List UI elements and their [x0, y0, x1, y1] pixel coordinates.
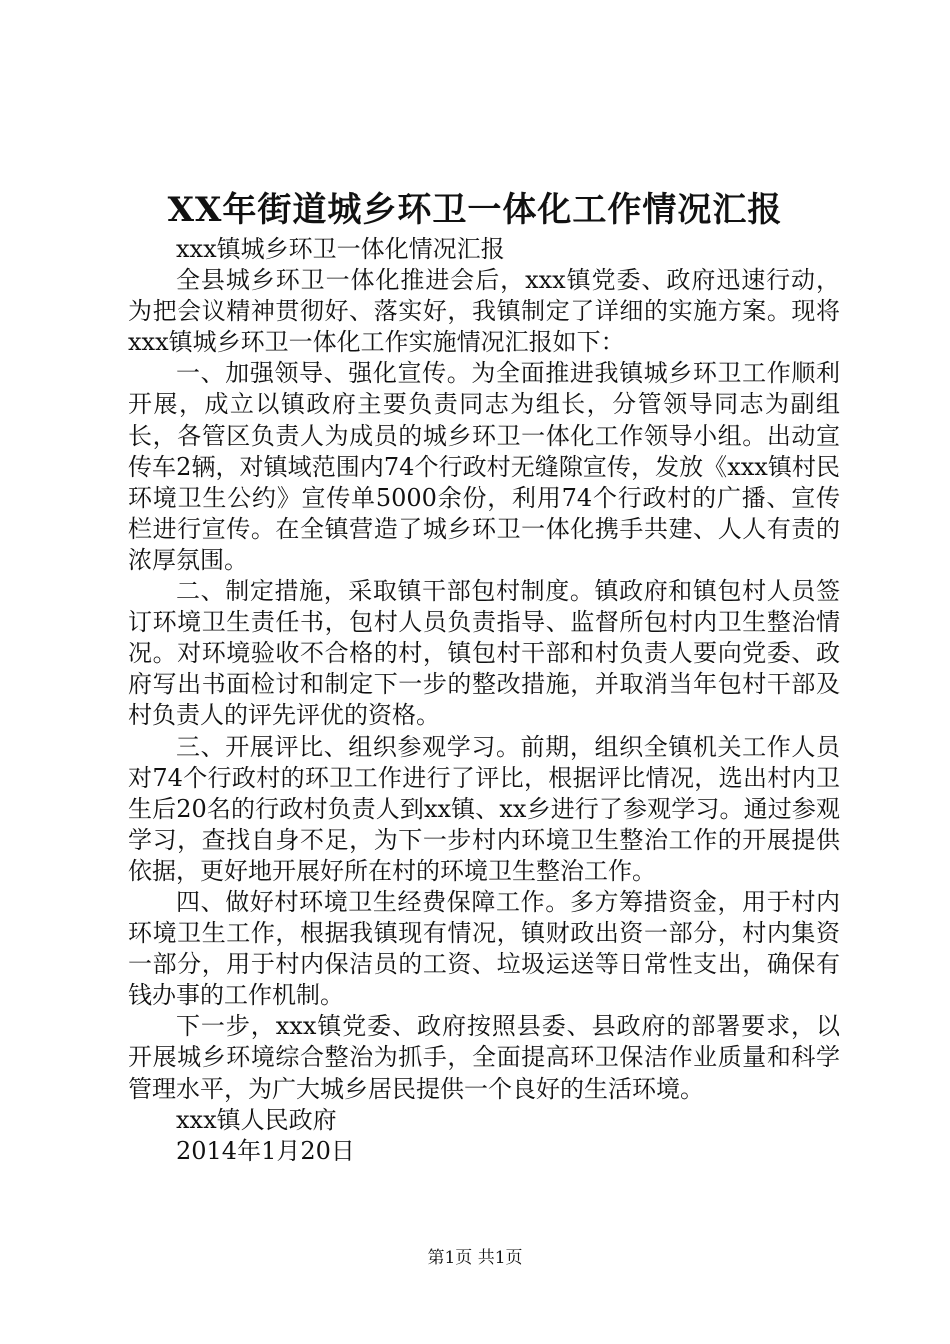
- paragraph-section-3: 三、开展评比、组织参观学习。前期，组织全镇机关工作人员对74个行政村的环卫工作进行了评比，根据评比情况，选出村内卫生后20名的行政村负责人到xx镇、xx乡进行了参观学习。通过参观学习，查找自身不足，为下一步村内环境卫生整治工作的开展提供依据，更好地开展好所在村的环境卫生整治工作。: [128, 732, 840, 885]
- document-subtitle: xxx镇城乡环卫一体化情况汇报: [176, 235, 505, 263]
- page-footer: 第1页 共1页: [427, 1248, 523, 1268]
- paragraph-section-4: 四、做好村环境卫生经费保障工作。多方筹措资金，用于村内环境卫生工作，根据我镇现有情况，镇财政出资一部分，村内集资一部分，用于村内保洁员的工资、垃圾运送等日常性支出，确保有钱办事的工作机制。: [128, 887, 840, 1010]
- document-title: XX年街道城乡环卫一体化工作情况汇报: [167, 190, 783, 230]
- paragraph-intro: 全县城乡环卫一体化推进会后，xxx镇党委、政府迅速行动，为把会议精神贯彻好、落实好，我镇制定了详细的实施方案。现将xxx镇城乡环卫一体化工作实施情况汇报如下：: [128, 266, 840, 357]
- signature: xxx镇人民政府: [176, 1105, 337, 1134]
- paragraph-section-1: 一、加强领导、强化宣传。为全面推进我镇城乡环卫工作顺利开展，成立以镇政府主要负责同志为组长，分管领导同志为副组长，各管区负责人为成员的城乡环卫一体化工作领导小组。出动宣传车2辆，对镇域范围内74个行政村无缝隙宣传，发放《xxx镇村民环境卫生公约》宣传单5000余份，利用74个行政村的广播、宣传栏进行宣传。在全镇营造了城乡环卫一体化携手共建、人人有责的浓厚氛围。: [128, 359, 840, 574]
- paragraph-next-steps: 下一步，xxx镇党委、政府按照县委、县政府的部署要求，以开展城乡环境综合整治为抓手，全面提高环卫保洁作业质量和科学管理水平，为广大城乡居民提供一个良好的生活环境。: [128, 1012, 840, 1103]
- document-body: [128, 234, 840, 1167]
- document-date: 2014年1月20日: [176, 1136, 355, 1165]
- paragraph-section-2: 二、制定措施，采取镇干部包村制度。镇政府和镇包村人员签订环境卫生责任书，包村人员负责指导、监督所包村内卫生整治情况。对环境验收不合格的村，镇包村干部和村负责人要向党委、政府写出书面检讨和制定下一步的整改措施，并取消当年包村干部及村负责人的评先评优的资格。: [128, 577, 840, 730]
